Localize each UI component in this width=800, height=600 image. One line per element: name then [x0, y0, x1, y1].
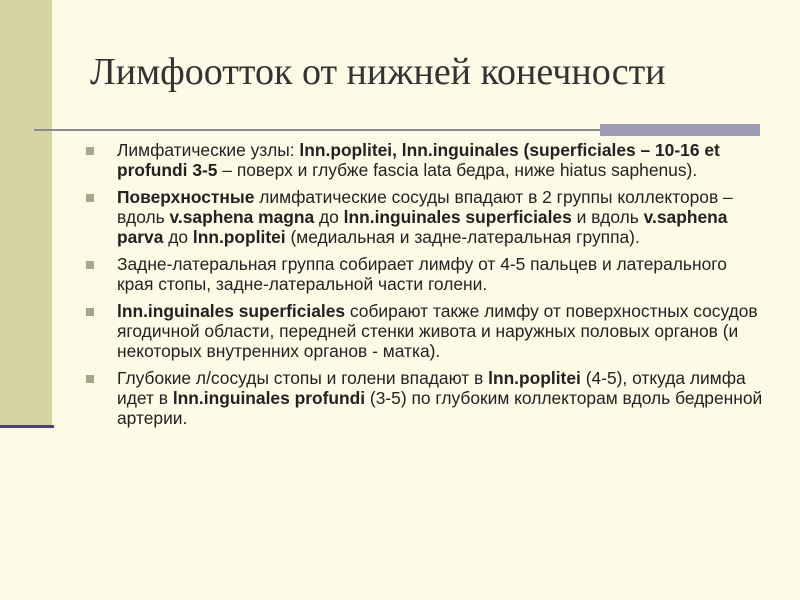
slide-title: Лимфоотток от нижней конечности: [90, 51, 666, 93]
bullet-item: Поверхностные лимфатические сосуды впадают в 2 группы коллекторов – вдоль v.saphena magna до lnn.inguinales superficiales и вдоль v.saphena parva до lnn.poplitei (медиальная и задне-латеральная группа).: [86, 187, 766, 247]
bullet-item: Задне-латеральная группа собирает лимфу от 4-5 пальцев и латерального края стопы, задне-латеральной части голени.: [86, 254, 766, 294]
decorative-side-bar: [0, 0, 52, 428]
bullet-list: [86, 140, 766, 435]
bullet-item: Лимфатические узлы: lnn.poplitei, lnn.inguinales (superficiales – 10-16 et profundi 3-5 – поверх и глубже fascia lata бедра, ниже hiatus saphenus).: [86, 140, 766, 180]
bullet-square-icon: [86, 375, 94, 383]
bullet-square-icon: [86, 261, 94, 269]
bullet-square-icon: [86, 194, 94, 202]
title-divider-accent: [600, 124, 760, 136]
bullet-item: Глубокие л/сосуды стопы и голени впадают в lnn.poplitei (4-5), откуда лимфа идет в lnn.inguinales profundi (3-5) по глубоким коллекторам вдоль бедренной артерии.: [86, 368, 766, 428]
bullet-square-icon: [86, 147, 94, 155]
title-divider: [34, 129, 600, 131]
bullet-square-icon: [86, 308, 94, 316]
bullet-item: lnn.inguinales superficiales собирают также лимфу от поверхностных сосудов ягодичной области, передней стенки живота и наружных половых органов (и некоторых внутренних органов - матка).: [86, 301, 766, 361]
decorative-side-bar-edge: [0, 425, 54, 428]
